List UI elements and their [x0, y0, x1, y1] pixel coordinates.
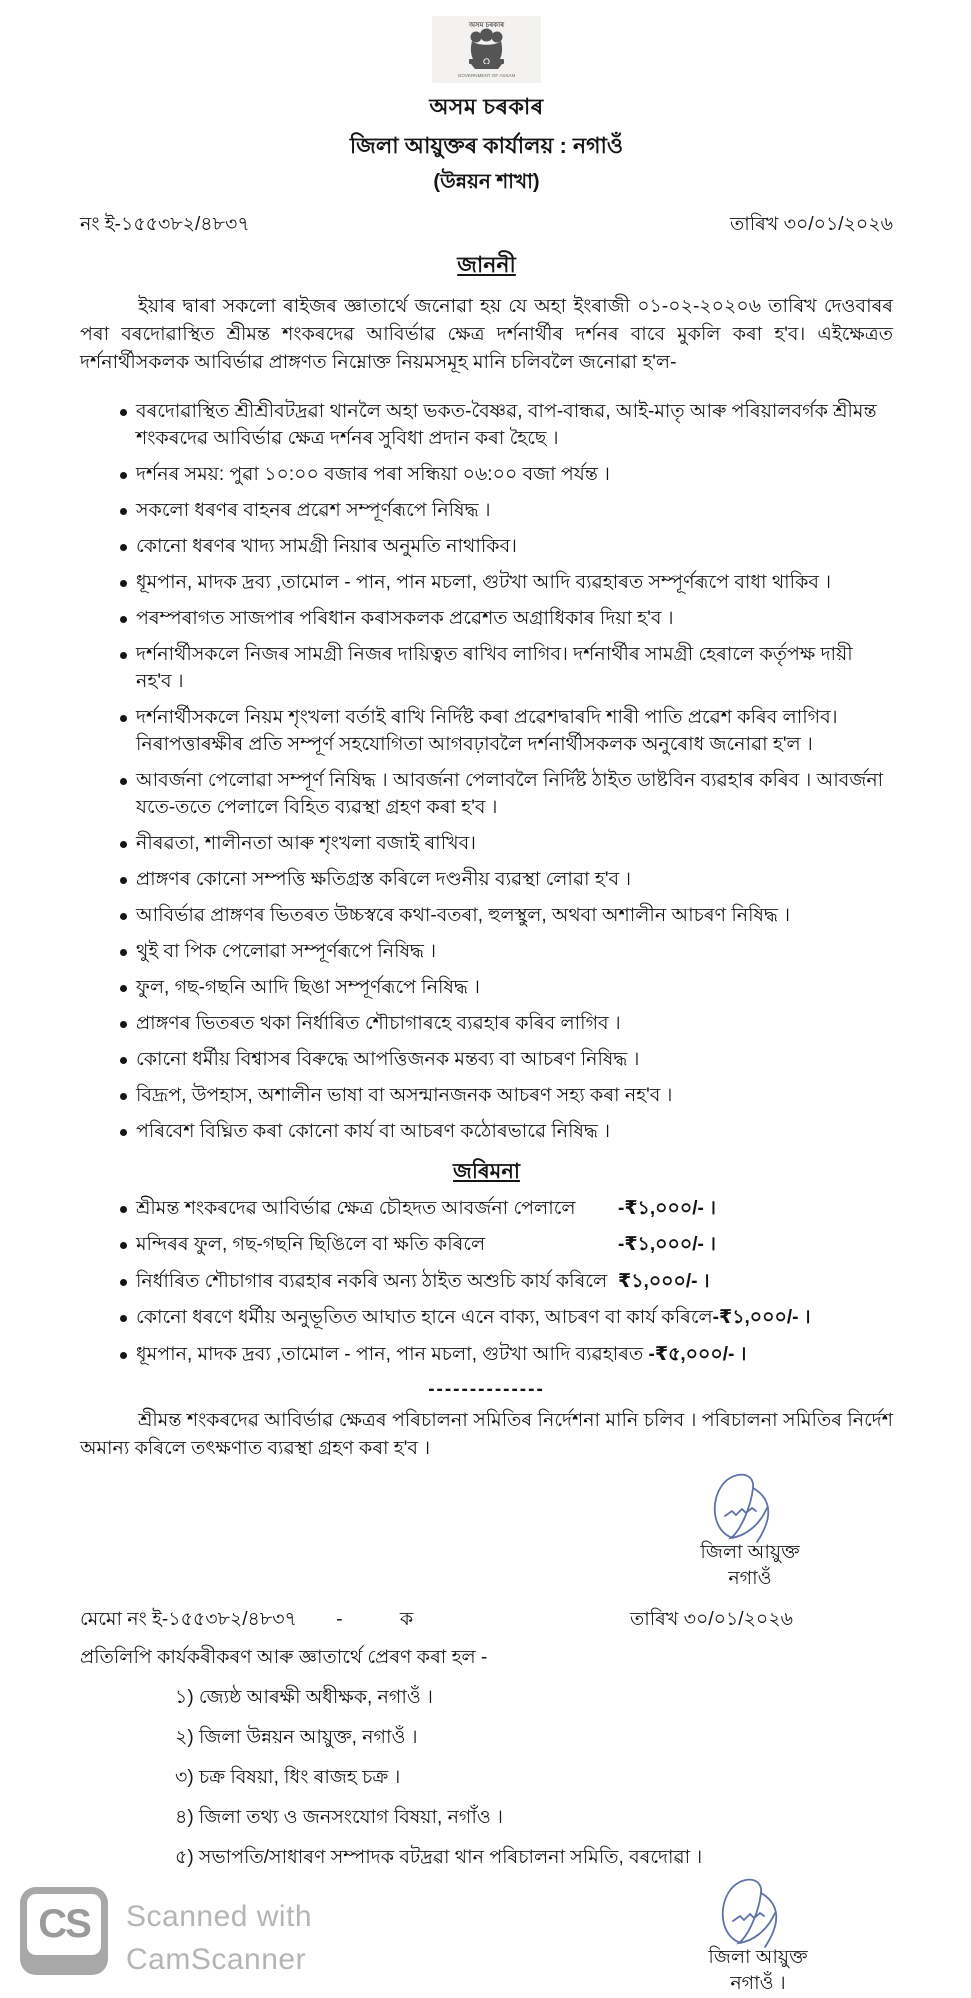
copy-forward-line: প্ৰতিলিপি কাৰ্যকৰীকৰণ আৰু জ্ঞাতাৰ্থে প্ৰেৰণ কৰা হল -: [80, 1646, 488, 1668]
fine-item: [80, 1342, 893, 1369]
rule-item: দৰ্শনাৰ্থীসকলে নিজৰ সামগ্ৰী নিজৰ দায়িত্বত ৰাখিব লাগিব। দৰ্শনাৰ্থীৰ সামগ্ৰী হেৰালে কৰ্তৃপক্ষ দায়ী নহ'ব ।: [80, 642, 893, 696]
header-office: জিলা আয়ুক্তৰ কাৰ্যালয় : নগাওঁ: [349, 133, 624, 158]
header-branch: (উন্নয়ন শাখা): [433, 171, 540, 193]
signatory-designation: জিলা আয়ুক্ত: [700, 1541, 800, 1563]
fine-text: কোনো ধৰণে ধৰ্মীয় অনুভূতিত আঘাত হানে এনে বাক্য, আচৰণ বা কাৰ্য কৰিলে: [136, 1307, 713, 1329]
fine-amount: ₹১,০০০/- ।: [618, 1270, 710, 1292]
rule-item: আবিৰ্ভাৱ প্ৰাঙ্গণৰ ভিতৰত উচ্চস্বৰে কথা-বতৰা, হুলস্থুল, অথবা অশালীন আচৰণ নিষিদ্ধ ।: [80, 903, 893, 930]
rule-item: সকলো ধৰণৰ বাহনৰ প্ৰৱেশ সম্পূৰ্ণৰূপে নিষিদ্ধ ।: [80, 498, 893, 525]
rule-item: পৰিবেশ বিঘ্নিত কৰা কোনো কাৰ্য বা আচৰণ কঠোৰভাৱে নিষিদ্ধ ।: [80, 1119, 893, 1146]
recipient-item: ৫) সভাপতি/সাধাৰণ সম্পাদক বটদ্ৰৱা থান পৰিচালনা সমিতি, বৰদোৱা ।: [175, 1846, 703, 1868]
rule-item: প্ৰাঙ্গণৰ ভিতৰত থকা নিৰ্ধাৰিত শৌচাগাৰহে ব্যৱহাৰ কৰিব লাগিব ।: [80, 1011, 893, 1038]
fine-item: [80, 1269, 893, 1296]
fine-text: শ্ৰীমন্ত শংকৰদেৱ আবিৰ্ভাৱ ক্ষেত্ৰ চৌহদত আবৰ্জনা পেলালে: [136, 1197, 576, 1219]
reference-number: নং ই-১৫৫৩৮২/৪৮৩৭: [80, 214, 250, 235]
camscanner-logo-icon: [20, 1887, 108, 1975]
rule-item: প্ৰাঙ্গণৰ কোনো সম্পত্তি ক্ষতিগ্ৰস্ত কৰিলে দণ্ডনীয় ব্যৱস্থা লোৱা হ'ব ।: [80, 867, 893, 894]
rule-item: নীৰৱতা, শালীনতা আৰু শৃংখলা বজাই ৰাখিব।: [80, 831, 893, 858]
memo-dash: -: [336, 1608, 343, 1630]
fines-list: [80, 1196, 893, 1369]
emblem-bottom-text: GOVERNMENT OF ASSAM: [457, 73, 516, 78]
fines-title: জৰিমনা: [453, 1159, 520, 1183]
rule-item: কোনো ধৰণৰ খাদ্য সামগ্ৰী নিয়াৰ অনুমতি নাথাকিব।: [80, 534, 893, 561]
emblem-wrap: [80, 16, 893, 86]
rule-item: ফুল, গছ-গছনি আদি ছিঙা সম্পূৰ্ণৰূপে নিষিদ্ধ ।: [80, 975, 893, 1002]
fine-text: নিৰ্ধাৰিত শৌচাগাৰ ব্যৱহাৰ নকৰি অন্য ঠাইত অশুচি কাৰ্য কৰিলে: [136, 1270, 608, 1292]
watermark-line-1: Scanned with: [126, 1899, 313, 1933]
closing-paragraph: শ্ৰীমন্ত শংকৰদেৱ আবিৰ্ভাৱ ক্ষেত্ৰৰ পৰিচালনা সমিতিৰ নিৰ্দেশনা মানি চলিব । পৰিচালনা সমিতিৰ নিৰ্দেশ অমান্য কৰিলে তৎক্ষণাত ব্যৱস্থা গ্ৰহণ কৰা হ'ব ।: [80, 1409, 893, 1460]
fine-item: [80, 1305, 893, 1332]
memo-reference: [80, 1605, 413, 1637]
rule-item: কোনো ধৰ্মীয় বিশ্বাসৰ বিৰুদ্ধে আপত্তিজনক মন্তব্য বা আচৰণ নিষিদ্ধ ।: [80, 1047, 893, 1074]
signature-block-1: [655, 1468, 845, 1593]
fine-text: মন্দিৰৰ ফুল, গছ-গছনি ছিঙিলে বা ক্ষতি কৰিলে: [136, 1234, 486, 1256]
watermark-text: [126, 1887, 312, 1982]
signature-scribble-icon: [703, 1873, 813, 1951]
signatory-place: নগাওঁ ।: [730, 1973, 786, 1995]
fine-amount: -₹১,০০০/- ।: [712, 1307, 811, 1329]
memo-row: [80, 1605, 893, 1637]
memo-number: মেমো নং ই-১৫৫৩৮২/৪৮৩৭: [80, 1608, 297, 1630]
rule-item: ধূমপান, মাদক দ্ৰব্য ,তামোল - পান, পান মচলা, গুটখা আদি ব্যৱহাৰত সম্পূৰ্ণৰূপে বাধা থাকিব ।: [80, 570, 893, 597]
fine-amount: -₹১,০০০/- ।: [618, 1197, 716, 1219]
recipient-item: ৪) জিলা তথ্য ও জনসংযোগ বিষয়া, নগাঁও ।: [175, 1806, 503, 1828]
rule-item: বৰদোৱাস্থিত শ্ৰীশ্ৰীবটদ্ৰৱা থানলৈ অহা ভকত-বৈষ্ণৱ, বাপ-বান্ধৱ, আই-মাতৃ আৰু পৰিয়ালবৰ্গক শ্ৰীমন্ত শংকৰদেৱ আবিৰ্ভাৱ ক্ষেত্ৰ দৰ্শনৰ সুবিধা প্ৰদান কৰা হৈছে ।: [80, 399, 893, 453]
recipient-item: ১) জ্যেষ্ঠ আৰক্ষী অধীক্ষক, নগাওঁ ।: [175, 1686, 433, 1708]
memo-annex: ক: [399, 1608, 414, 1630]
rule-item: বিদ্ৰূপ, উপহাস, অশালীন ভাষা বা অসন্মানজনক আচৰণ সহ্য কৰা নহ'ব ।: [80, 1083, 893, 1110]
fine-item: [80, 1232, 893, 1259]
fine-amount: -₹১,০০০/- ।: [618, 1234, 716, 1256]
signature-block-2: [663, 1873, 853, 1998]
recipient-item: ৩) চক্ৰ বিষয়া, ধিং ৰাজহ চক্ৰ ।: [175, 1766, 401, 1788]
recipients-list: [80, 1683, 893, 1875]
camscanner-logo-text: CS: [38, 1901, 90, 1946]
rule-item: দৰ্শনাৰ্থীসকলে নিয়ম শৃংখলা বৰ্তাই ৰাখি নিৰ্দিষ্ট কৰা প্ৰৱেশদ্বাৰদি শাৰী পাতি প্ৰৱেশ কৰিব লাগিব।নিৰাপত্তাৰক্ষীৰ প্ৰতি সম্পূৰ্ণ সহযোগিতা আগবঢ়াবলৈ দৰ্শনাৰ্থীসকলক অনুৰোধ জনোৱা হ'ল ।: [80, 705, 893, 759]
dashed-separator: --------------: [428, 1378, 545, 1400]
issue-date: তাৰিখ ৩০/০১/২০২৬: [729, 214, 893, 235]
ashoka-lion-capital-icon: [438, 19, 535, 81]
fine-text: ধূমপান, মাদক দ্ৰব্য ,তামোল - পান, পান মচলা, গুটখা আদি ব্যৱহাৰত: [136, 1344, 649, 1366]
notice-title: জাননী: [457, 252, 516, 277]
notice-intro-paragraph: ইয়াৰ দ্বাৰা সকলো ৰাইজৰ জ্ঞাতাৰ্থে জনোৱা হয় যে অহা ইংৰাজী ০১-০২-২০২০৬ তাৰিখ দেওবাৰৰ পৰা বৰদোৱাস্থিত শ্ৰীমন্ত শংকৰদেৱ আবিৰ্ভাৱ ক্ষেত্ৰ দৰ্শনাৰ্থীৰ দৰ্শনৰ বাবে মুকলি কৰা হ'ব। এইক্ষেত্ৰত দৰ্শনাৰ্থীসকলক আবিৰ্ভাৱ প্ৰাঙ্গণত নিম্নোক্ত নিয়মসমূহ মানি চলিবলৈ জনোৱা হ'ল-: [80, 296, 893, 374]
watermark-line-2: CamScanner: [126, 1943, 307, 1977]
memo-date: তাৰিখ ৩০/০১/২০২৬: [629, 1608, 793, 1630]
rule-item: দৰ্শনৰ সময়: পুৱা ১০:০০ বজাৰ পৰা সন্ধিয়া ০৬:০০ বজা পৰ্যন্ত ।: [80, 462, 893, 489]
rules-list: [80, 399, 893, 1145]
header-government: অসম চৰকাৰ: [429, 94, 544, 119]
fine-amount: -₹৫,০০০/- ।: [648, 1344, 747, 1366]
signatory-designation: জিলা আয়ুক্ত: [708, 1946, 808, 1968]
govt-emblem: [432, 16, 541, 83]
camscanner-watermark: [20, 1887, 312, 1982]
recipient-item: ২) জিলা উন্নয়ন আয়ুক্ত, নগাওঁ ।: [175, 1726, 418, 1748]
emblem-top-text: অসম চৰকাৰ: [468, 22, 505, 29]
rule-item: পৰম্পৰাগত সাজপাৰ পৰিধান কৰাসকলক প্ৰৱেশত অগ্ৰাধিকাৰ দিয়া হ'ব ।: [80, 606, 893, 633]
signature-scribble-icon: [695, 1468, 805, 1546]
reference-row: [80, 210, 893, 242]
signatory-place: নগাওঁ: [728, 1568, 772, 1590]
fine-item: [80, 1196, 893, 1223]
rule-item: থুই বা পিক পেলোৱা সম্পূৰ্ণৰূপে নিষিদ্ধ ।: [80, 939, 893, 966]
rule-item: আবৰ্জনা পেলোৱা সম্পূৰ্ণ নিষিদ্ধ । আবৰ্জনা পেলাবলৈ নিৰ্দিষ্ট ঠাইত ডাষ্টবিন ব্যৱহাৰ কৰিব । আবৰ্জনা যতে-ততে পেলালে বিহিত ব্যৱস্থা গ্ৰহণ কৰা হ'ব ।: [80, 768, 893, 822]
